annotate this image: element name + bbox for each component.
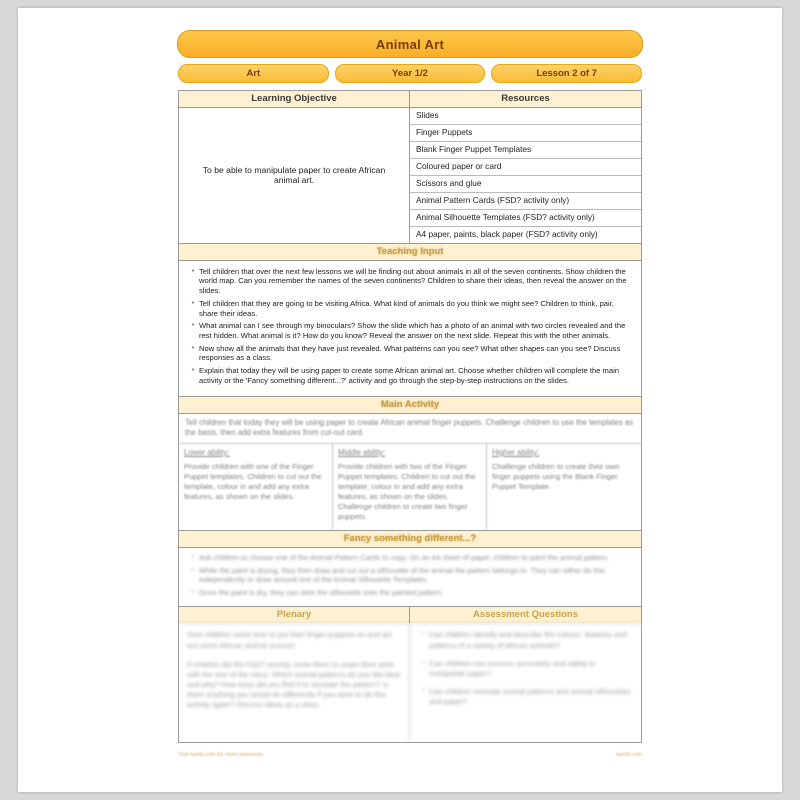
meta-year: Year 1/2 xyxy=(335,64,486,83)
bullet-star-icon: * xyxy=(422,658,425,668)
teaching-input-text: Tell children that over the next few lessons we will be finding out about animals in all of the seven continents. Show children the world map. Can you remember the names of the seven continents? Children to share their ideas, then reveal the answer on the slides. xyxy=(199,266,627,296)
header-learning-objective: Learning Objective xyxy=(179,91,410,108)
footer-left-text: Visit twinkl.com for more resources xyxy=(178,752,264,759)
list-item: Scissors and glue xyxy=(410,176,641,193)
lesson-plan-sheet xyxy=(170,30,650,758)
list-item xyxy=(418,659,633,679)
ability-title: Higher ability: xyxy=(491,447,540,457)
plenary-text: If children did the FSD? activity, invite them to share their work with the rest of the class. Which animal patterns do you like best and why? How easy did you find it to recreate the pattern? Is there anything you would do differently if you were to do this activity again? Discuss ideas as a class. xyxy=(187,659,401,710)
resources-list xyxy=(410,108,641,243)
ability-column-lower xyxy=(179,444,333,530)
ability-body: Challenge children to create their own finger puppets using the Blank Finger Puppet Template. xyxy=(491,461,620,491)
plenary-assessment-header-row xyxy=(179,606,641,623)
list-item xyxy=(187,321,633,340)
assessment-text: Can children use scissors accurately and safely to manipulate paper? xyxy=(429,658,596,678)
list-item xyxy=(187,344,633,363)
fancy-text: Ask children to choose one of the Animal Pattern Cards to copy. On an A4 sheet of paper, children to paint the animal pattern. xyxy=(199,552,609,562)
lesson-table xyxy=(178,90,642,743)
objective-resources-row xyxy=(179,108,641,243)
section-header-teaching-input: Teaching Input xyxy=(179,243,641,261)
plenary-assessment-body-row xyxy=(179,623,641,742)
ability-body: Provide children with one of the Finger Puppet templates. Children to cut out the template, colour in and add any extra features, as shown on the slides. xyxy=(184,461,322,501)
bullet-star-icon: * xyxy=(191,321,195,331)
meta-lesson: Lesson 2 of 7 xyxy=(491,64,642,83)
teaching-input-text: Explain that today they will be using paper to create some African animal art. Choose whether children will complete the main activity or the 'Fancy something different...?' activity and go through the step-by-step instructions on the slides. xyxy=(199,366,619,385)
bullet-star-icon: * xyxy=(191,266,195,276)
teaching-input-list xyxy=(179,261,641,396)
main-activity-intro: Tell children that today they will be using paper to create African animal finger puppets. Challenge children to use the templates as the basis, then add extra features from cut-out card. xyxy=(185,417,634,437)
document-page xyxy=(18,8,782,792)
ability-differentiation-row xyxy=(179,443,641,530)
bullet-star-icon: * xyxy=(191,366,195,376)
page-footer xyxy=(178,752,642,758)
fancy-activity-list xyxy=(179,548,641,607)
plenary-column xyxy=(179,624,410,742)
page-title: Animal Art xyxy=(177,30,643,58)
list-item xyxy=(187,299,633,318)
bullet-star-icon: * xyxy=(191,343,195,353)
list-item xyxy=(187,553,633,563)
assessment-text: Can children identify and describe the colours, features and patterns of a variety of African animals? xyxy=(429,630,627,650)
list-item xyxy=(187,566,633,585)
meta-subject: Art xyxy=(178,64,329,83)
ability-title: Lower ability: xyxy=(184,447,230,457)
bullet-star-icon: * xyxy=(191,298,195,308)
header-resources: Resources xyxy=(410,91,641,108)
fancy-text: Once the paint is dry, they can stick the silhouette onto the painted pattern. xyxy=(199,587,444,597)
section-header-plenary: Plenary xyxy=(179,607,410,623)
ability-title: Middle ability: xyxy=(337,447,386,457)
section-header-assessment: Assessment Questions xyxy=(410,607,641,623)
list-item: Animal Pattern Cards (FSD? activity only) xyxy=(410,193,641,210)
section-header-fancy: Fancy something different...? xyxy=(179,530,641,548)
assessment-text: Can children recreate animal patterns and animal silhouettes and paper? xyxy=(429,686,631,706)
footer-right-text: twinkl.com xyxy=(616,752,642,759)
ability-column-higher xyxy=(487,444,641,530)
teaching-input-text: Now show all the animals that they have just revealed. What patterns can you see? What other shapes can you see? Discuss responses as a class. xyxy=(199,343,621,363)
list-item: Coloured paper or card xyxy=(410,159,641,176)
plenary-text: Give children some time to put their finger puppets on and act out some African animal scenes! xyxy=(187,630,392,650)
learning-objective-text: To be able to manipulate paper to create African animal art. xyxy=(179,108,410,243)
section-header-main-activity: Main Activity xyxy=(179,396,641,414)
ability-body: Provide children with two of the Finger Puppet templates. Children to cut out the template, colour in and add any extra features, as shown on the slides. Challenge children to create two finger puppets. xyxy=(337,461,476,521)
list-item: Blank Finger Puppet Templates xyxy=(410,142,641,159)
list-item xyxy=(418,630,633,650)
list-item xyxy=(418,687,633,707)
fancy-text: While the paint is drying, they then draw and cut out a silhouette of the animal the pattern belongs to. They can either do this independently or draw around one of the Animal Silhouette Templates. xyxy=(199,565,606,585)
assessment-column xyxy=(410,624,641,742)
teaching-input-text: Tell children that they are going to be visiting Africa. What kind of animals do you think we might see? Children to think, pair, share their ideas. xyxy=(199,298,614,318)
list-item: Slides xyxy=(410,108,641,125)
list-item xyxy=(187,588,633,598)
lesson-meta-row xyxy=(178,64,642,83)
list-item xyxy=(187,366,633,385)
bullet-star-icon: * xyxy=(422,686,425,696)
bullet-star-icon: * xyxy=(422,630,425,640)
ability-column-middle xyxy=(333,444,487,530)
bullet-star-icon: * xyxy=(191,587,195,597)
list-item: Animal Silhouette Templates (FSD? activity only) xyxy=(410,210,641,227)
bullet-star-icon: * xyxy=(191,565,195,575)
bullet-star-icon: * xyxy=(191,552,195,562)
table-header-row xyxy=(179,91,641,108)
list-item: A4 paper, paints, black paper (FSD? activity only) xyxy=(416,228,598,239)
list-item: Finger Puppets xyxy=(410,125,641,142)
teaching-input-text: What animal can I see through my binoculars? Show the slide which has a photo of an animal with two circles revealed and the rest hidden. What animal is it? How do you know? Reveal the answer on the next slide. Repeat this with the other animals. xyxy=(199,321,626,340)
list-item xyxy=(187,267,633,296)
